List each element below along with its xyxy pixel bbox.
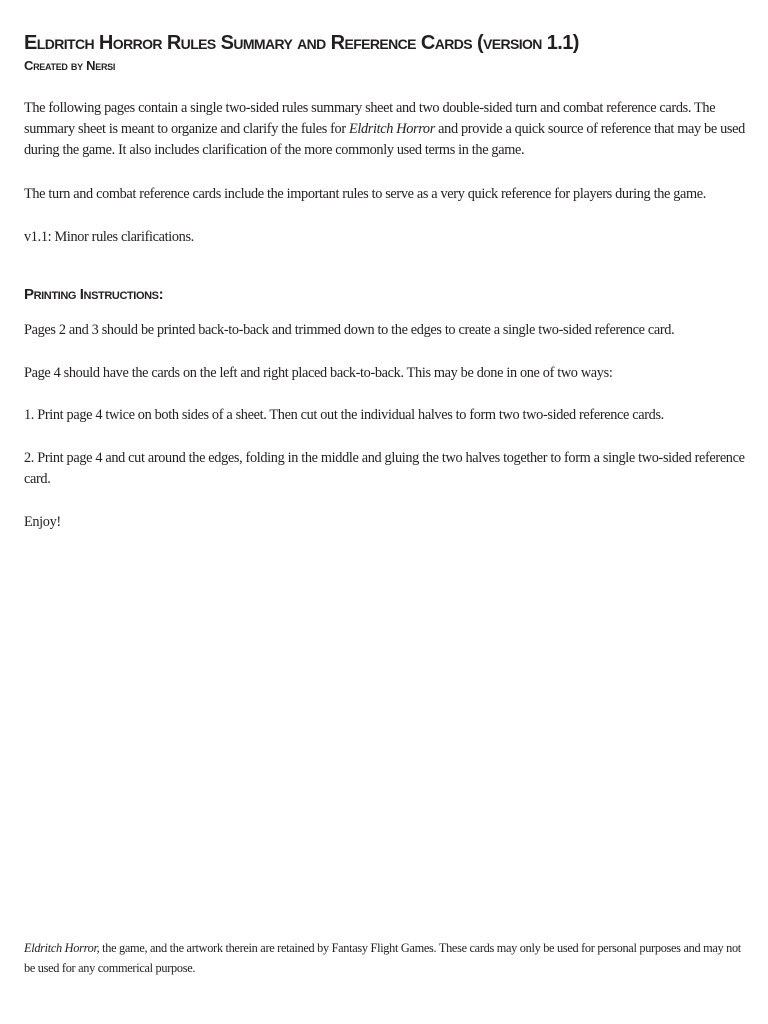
printing-instructions-heading: Printing Instructions: (24, 286, 164, 303)
footer-text: the game, and the artwork therein are retained by Fantasy Flight Games. These cards may only be used for personal purposes and may not be used for any commerical purpose. (24, 941, 741, 975)
intro-text-end: and provide a quick source of reference that may be used during the game. It also includes clarification of the more commonly used terms in the game. (24, 121, 745, 158)
copyright-footer (24, 939, 746, 978)
footer-game-title-italic: Eldritch Horror, (24, 941, 100, 955)
printing-option-1: 1. Print page 4 twice on both sides of a sheet. Then cut out the individual halves to form two two-sided reference cards. (24, 407, 664, 423)
printing-option-2: 2. Print page 4 and cut around the edges, folding in the middle and gluing the two halves together to form a single two-sided reference card. (24, 450, 745, 487)
intro-paragraph-1 (24, 98, 746, 161)
game-title-italic: Eldritch Horror (348, 121, 435, 137)
closing-line: Enjoy! (24, 514, 61, 530)
intro-text-start: The following pages contain a single two-sided rules summary sheet and two double-sided turn and combat reference cards. The summary sheet is meant to organize and clarify the fules for (24, 100, 716, 137)
printing-paragraph-2: Page 4 should have the cards on the left and right placed back-to-back. This may be done in one of two ways: (24, 365, 613, 381)
intro-paragraph-2: The turn and combat reference cards include the important rules to serve as a very quick reference for players during the game. (24, 186, 706, 202)
author-byline: Created by Nersi (24, 58, 116, 73)
version-note: v1.1: Minor rules clarifications. (24, 229, 194, 245)
printing-paragraph-1: Pages 2 and 3 should be printed back-to-back and trimmed down to the edges to create a single two-sided reference card. (24, 322, 675, 338)
document-title: Eldritch Horror Rules Summary and Reference Cards (version 1.1) (24, 32, 579, 54)
